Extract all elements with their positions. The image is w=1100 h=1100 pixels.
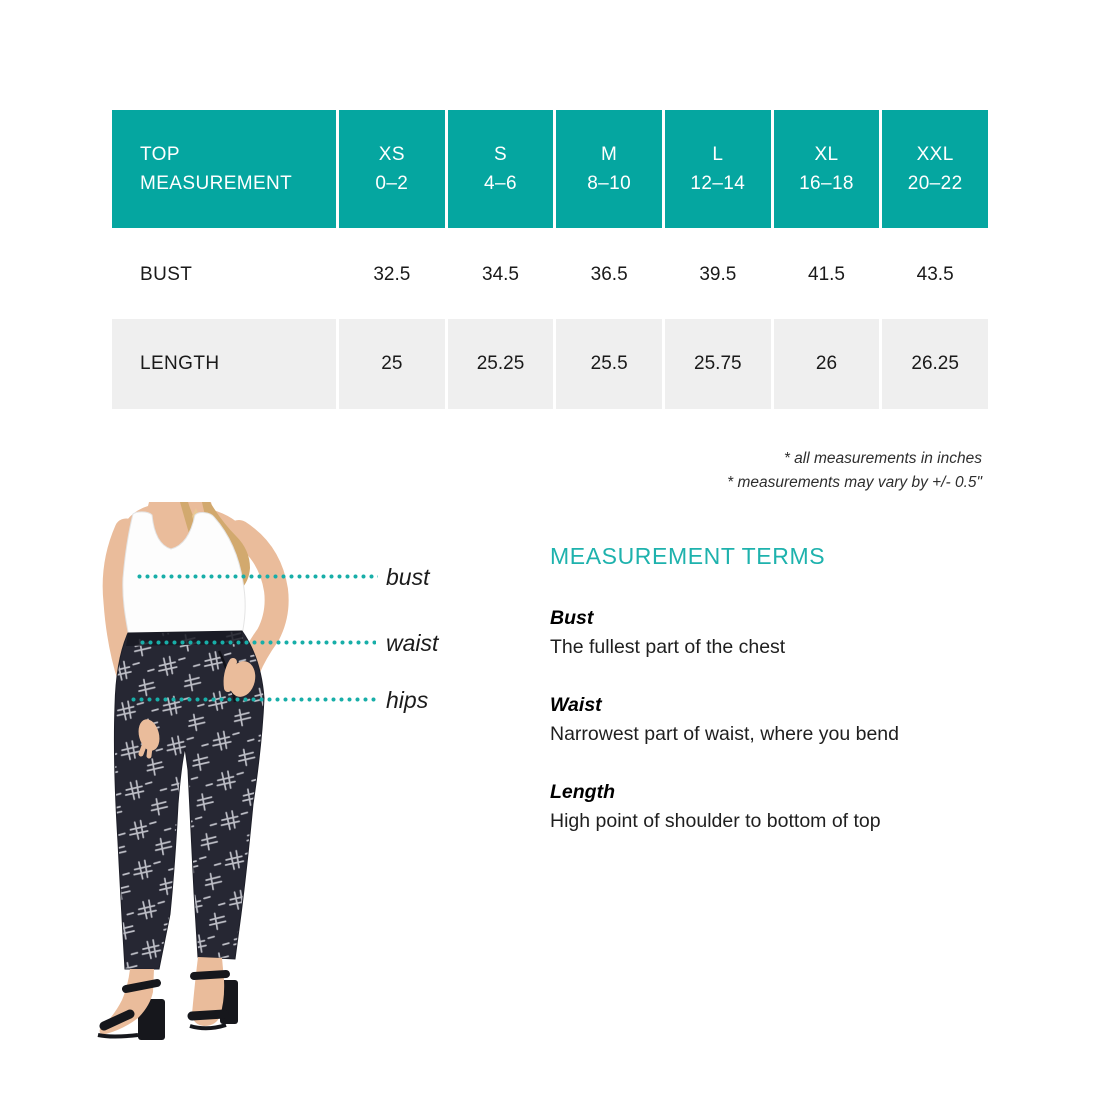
waist-line-label: waist bbox=[386, 630, 439, 656]
waist-measurement-line bbox=[140, 640, 376, 645]
bust-value-m: 36.5 bbox=[556, 231, 662, 319]
size-name: M bbox=[601, 144, 618, 165]
length-value-l: 25.75 bbox=[665, 319, 771, 409]
size-column-header-l bbox=[665, 110, 771, 228]
hips-measurement-line bbox=[131, 697, 376, 702]
size-name: XXL bbox=[916, 144, 954, 165]
length-value-s: 25.25 bbox=[448, 319, 554, 409]
size-table-title-line1: TOP bbox=[140, 144, 180, 165]
term-definition: Narrowest part of waist, where you bend bbox=[550, 723, 900, 745]
length-value-xs: 25 bbox=[339, 319, 445, 409]
size-range: 0–2 bbox=[375, 173, 409, 194]
size-column-header-xxl bbox=[882, 110, 988, 228]
measurement-terms-heading: MEASUREMENT TERMS bbox=[550, 543, 826, 569]
footnote-variance: * measurements may vary by +/- 0.5" bbox=[727, 474, 982, 491]
size-range: 20–22 bbox=[907, 173, 963, 194]
bust-value-xxl: 43.5 bbox=[882, 231, 988, 319]
bust-value-s: 34.5 bbox=[448, 231, 554, 319]
size-column-header-m bbox=[556, 110, 662, 228]
term-name: Waist bbox=[550, 694, 602, 716]
term-waist bbox=[550, 691, 1030, 749]
length-value-xxl: 26.25 bbox=[882, 319, 988, 409]
size-column-header-xl bbox=[774, 110, 880, 228]
size-range: 4–6 bbox=[484, 173, 517, 194]
length-row-label: LENGTH bbox=[112, 319, 336, 409]
bust-row-label: BUST bbox=[112, 231, 336, 319]
length-value-m: 25.5 bbox=[556, 319, 662, 409]
model-photo bbox=[92, 502, 332, 1047]
size-name: L bbox=[712, 144, 724, 165]
term-definition: The fullest part of the chest bbox=[550, 636, 786, 658]
size-name: S bbox=[493, 144, 508, 165]
size-range: 12–14 bbox=[690, 173, 746, 194]
measurement-terms-section bbox=[550, 543, 1030, 865]
footnote-inches: * all measurements in inches bbox=[783, 450, 982, 467]
term-definition: High point of shoulder to bottom of top bbox=[550, 810, 881, 832]
term-name: Length bbox=[550, 781, 615, 803]
size-table bbox=[112, 110, 988, 409]
bust-value-l: 39.5 bbox=[665, 231, 771, 319]
bust-measurement-line bbox=[137, 574, 378, 579]
bust-value-xl: 41.5 bbox=[774, 231, 880, 319]
bust-line-label: bust bbox=[386, 564, 430, 590]
size-column-header-s bbox=[448, 110, 554, 228]
size-name: XS bbox=[378, 144, 405, 165]
size-range: 16–18 bbox=[799, 173, 854, 194]
measurement-footnotes bbox=[727, 447, 982, 495]
size-range: 8–10 bbox=[587, 173, 632, 194]
term-bust bbox=[550, 604, 1030, 662]
length-value-xl: 26 bbox=[774, 319, 880, 409]
size-table-title-line2: MEASUREMENT bbox=[140, 173, 293, 194]
model-illustration bbox=[92, 502, 332, 1047]
term-length bbox=[550, 778, 1030, 836]
size-column-header-xs bbox=[339, 110, 445, 228]
hips-line-label: hips bbox=[386, 687, 429, 713]
bust-value-xs: 32.5 bbox=[339, 231, 445, 319]
size-table-title-cell bbox=[112, 110, 336, 228]
term-name: Bust bbox=[550, 607, 594, 629]
size-name: XL bbox=[814, 144, 839, 165]
